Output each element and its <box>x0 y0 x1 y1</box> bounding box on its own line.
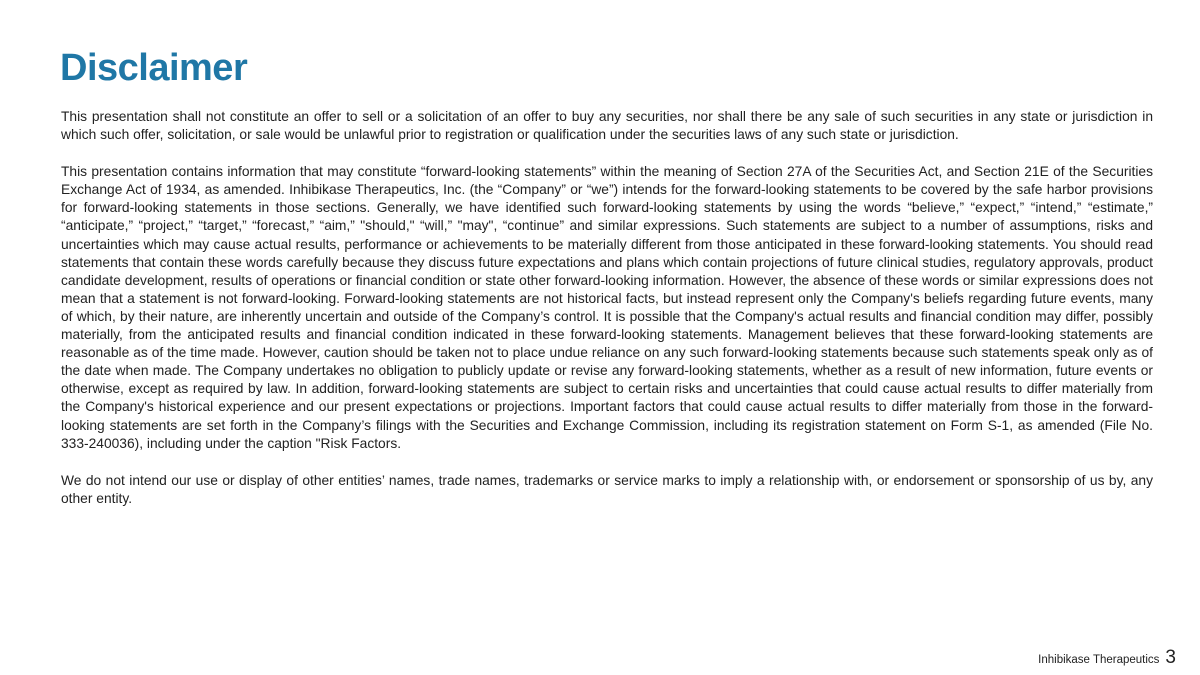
page-title: Disclaimer <box>60 47 248 89</box>
paragraph-forward-looking: This presentation contains information that may constitute “forward-looking statements” within the meaning of Section 27A of the Securities Act, and Section 21E of the Securities Exchange Act of 1934, as amended. Inhibikase Therapeutics, Inc. (the “Company” or “we”) intends for the forward-looking statements to be covered by the safe harbor provisions for forward-looking statements in those sections. Generally, we have identified such forward-looking statements by using the words “believe,” “expect,” “intend,” “estimate,” “anticipate,” “project,” “target,” “forecast,” “aim,” "should," “will,” "may", “continue” and similar expressions. Such statements are subject to a number of assumptions, risks and uncertainties which may cause actual results, performance or achievements to be materially different from those anticipated in these forward-looking statements. You should read statements that contain these words carefully because they discuss future expectations and plans which contain projections of future clinical studies, regulatory approvals, product candidate development, results of operations or financial condition or state other forward-looking information. However, the absence of these words or similar expressions does not mean that a statement is not forward-looking. Forward-looking statements are not historical facts, but instead represent only the Company's beliefs regarding future events, many of which, by their nature, are inherently uncertain and outside of the Company’s control. It is possible that the Company's actual results and financial condition may differ, possibly materially, from the anticipated results and financial condition indicated in these forward-looking statements. Management believes that these forward-looking statements are reasonable as of the time made. However, caution should be taken not to place undue reliance on any such forward-looking statements because such statements speak only as of the date when made. The Company undertakes no obligation to publicly update or revise any forward-looking statements, whether as a result of new information, future events or otherwise, except as required by law. In addition, forward-looking statements are subject to certain risks and uncertainties that could cause actual results to differ materially from the Company's historical experience and our present expectations or projections. Important factors that could cause actual results to differ materially from those in the forward-looking statements are set forth in the Company’s filings with the Securities and Exchange Commission, including its registration statement on Form S-1, as amended (File No. 333-240036), including under the caption "Risk Factors. <box>61 164 1153 451</box>
paragraph-trademarks: We do not intend our use or display of other entities’ names, trade names, trademarks or service marks to imply a relationship with, or endorsement or sponsorship of us by, any other entity. <box>61 472 1153 506</box>
footer-company-name: Inhibikase Therapeutics <box>1038 654 1160 666</box>
footer <box>1038 647 1176 669</box>
disclaimer-body <box>61 108 1153 527</box>
paragraph-offer: This presentation shall not constitute an offer to sell or a solicitation of an offer to buy any securities, nor shall there be any sale of such securities in any state or jurisdiction in which such offer, solicitation, or sale would be unlawful prior to registration or qualification under the securities laws of any such state or jurisdiction. <box>61 109 1153 143</box>
page-number: 3 <box>1165 647 1176 668</box>
